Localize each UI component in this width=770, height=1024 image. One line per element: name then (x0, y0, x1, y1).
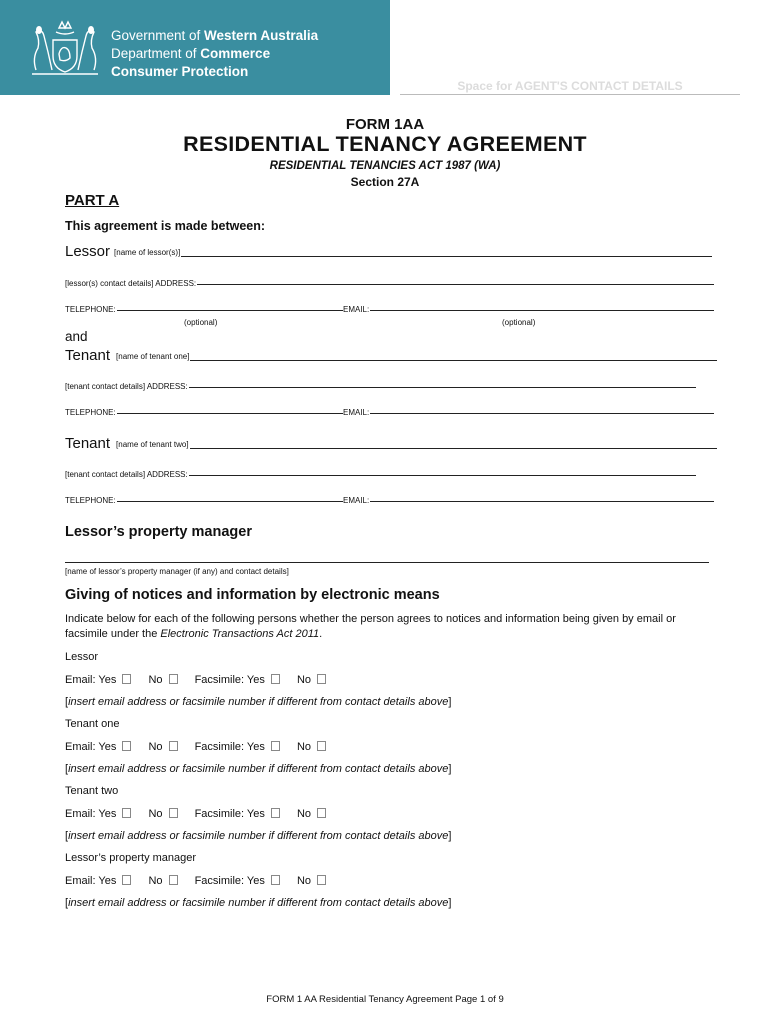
insert-note-property-manager: [insert email address or facsimile number if different from contact details above] (65, 897, 452, 909)
made-between-label: This agreement is made between: (65, 219, 266, 233)
person-label-lessor: Lessor (65, 651, 99, 663)
person-label-tenant-one: Tenant one (65, 718, 120, 730)
government-line: Government of Western Australia (111, 28, 319, 43)
lessor-name-line[interactable] (181, 256, 712, 257)
email-label: EMAIL: (343, 496, 370, 505)
tenant-two-name-line[interactable] (190, 448, 717, 449)
tenant-two-label: Tenant (65, 435, 111, 452)
email-line[interactable] (370, 310, 714, 311)
lessor-address-row[interactable] (65, 279, 714, 288)
fax-no-checkbox[interactable] (317, 875, 326, 885)
telephone-label: TELEPHONE: (65, 496, 116, 505)
email-yes-checkbox[interactable] (122, 741, 131, 751)
fax-no-checkbox[interactable] (317, 741, 326, 751)
tenant-one-address-row[interactable] (65, 382, 696, 391)
telephone-label: TELEPHONE: (65, 305, 116, 314)
page-title: RESIDENTIAL TENANCY AGREEMENT (183, 132, 587, 156)
email-no-checkbox[interactable] (169, 808, 178, 818)
lessor-phone-email-row (65, 305, 714, 314)
telephone-label: TELEPHONE: (65, 408, 116, 417)
person-label-property-manager: Lessor’s property manager (65, 852, 197, 864)
property-manager-hint: [name of lessor’s property manager (if any) and contact details] (65, 567, 289, 576)
lessor-address-label: [lessor(s) contact details] ADDRESS: (65, 279, 197, 288)
tenant-one-label: Tenant (65, 347, 111, 364)
telephone-line[interactable] (117, 501, 343, 502)
consent-row-property-manager: Email: Yes No Facsimile: Yes No (65, 874, 326, 890)
insert-note-tenant-two: [insert email address or facsimile number if different from contact details above] (65, 830, 452, 842)
tenant-two-name-row[interactable] (65, 435, 717, 452)
tenant-two-hint: [name of tenant two] (116, 440, 189, 449)
fax-yes-checkbox[interactable] (271, 741, 280, 751)
email-no-checkbox[interactable] (169, 875, 178, 885)
email-label: EMAIL: (343, 305, 370, 314)
email-optional: (optional) (502, 318, 536, 327)
telephone-optional: (optional) (184, 318, 218, 327)
lessor-address-line[interactable] (197, 284, 714, 285)
property-manager-heading: Lessor’s property manager (65, 524, 252, 540)
fax-yes-checkbox[interactable] (271, 674, 280, 684)
tenant-one-telephone[interactable] (65, 408, 343, 417)
tenant-one-email[interactable] (343, 408, 714, 417)
fax-no-checkbox[interactable] (317, 808, 326, 818)
telephone-line[interactable] (117, 310, 343, 311)
tenant-two-phone-email-row (65, 496, 714, 505)
electronic-intro-line-2: facsimile under the Electronic Transactions Act 2011. (65, 628, 323, 640)
tenant-one-hint: [name of tenant one] (116, 352, 190, 361)
email-yes-checkbox[interactable] (122, 808, 131, 818)
fax-yes-checkbox[interactable] (271, 808, 280, 818)
person-label-tenant-two: Tenant two (65, 785, 119, 797)
fax-yes-checkbox[interactable] (271, 875, 280, 885)
insert-note-tenant-one: [insert email address or facsimile number if different from contact details above] (65, 763, 452, 775)
email-label: EMAIL: (343, 408, 370, 417)
lessor-email[interactable] (343, 305, 714, 314)
email-yes-checkbox[interactable] (122, 875, 131, 885)
lessor-telephone[interactable] (65, 305, 343, 314)
email-no-checkbox[interactable] (169, 674, 178, 684)
property-manager-line[interactable] (65, 562, 709, 563)
tenant-two-email[interactable] (343, 496, 714, 505)
fax-no-checkbox[interactable] (317, 674, 326, 684)
lessor-label: Lessor (65, 243, 111, 260)
tenant-two-telephone[interactable] (65, 496, 343, 505)
tenant-two-address-line[interactable] (189, 475, 696, 476)
tenant-two-address-row[interactable] (65, 470, 696, 479)
page-footer: FORM 1 AA Residential Tenancy Agreement Page 1 of 9 (266, 994, 504, 1005)
tenant-one-phone-email-row (65, 408, 714, 417)
consent-row-lessor: Email: Yes No Facsimile: Yes No (65, 673, 326, 689)
consent-row-tenant-one: Email: Yes No Facsimile: Yes No (65, 740, 326, 756)
electronic-notices-heading: Giving of notices and information by electronic means (65, 587, 440, 603)
division-line: Consumer Protection (111, 64, 249, 79)
email-yes-checkbox[interactable] (122, 674, 131, 684)
email-line[interactable] (370, 501, 714, 502)
tenant-one-address-label: [tenant contact details] ADDRESS: (65, 382, 188, 391)
agent-contact-space: Space for AGENT'S CONTACT DETAILS (400, 79, 740, 95)
banner-text (111, 27, 318, 81)
act-reference: RESIDENTIAL TENANCIES ACT 1987 (WA) (269, 160, 501, 172)
tenant-one-name-line[interactable] (190, 360, 717, 361)
department-line: Department of Commerce (111, 46, 271, 61)
section-reference: Section 27A (350, 175, 420, 189)
tenant-one-name-row[interactable] (65, 347, 717, 364)
insert-note-lessor: [insert email address or facsimile number if different from contact details above] (65, 696, 452, 708)
telephone-line[interactable] (117, 413, 343, 414)
email-line[interactable] (370, 413, 714, 414)
email-no-checkbox[interactable] (169, 741, 178, 751)
form-number: FORM 1AA (345, 116, 425, 133)
and-label: and (65, 329, 88, 344)
header-banner (0, 0, 390, 95)
coat-of-arms-logo (26, 18, 104, 78)
tenant-two-address-label: [tenant contact details] ADDRESS: (65, 470, 188, 479)
electronic-intro-line-1: Indicate below for each of the following persons whether the person agrees to notices and information being given by email or (65, 613, 676, 625)
lessor-hint: [name of lessor(s)] (114, 248, 181, 257)
tenant-one-address-line[interactable] (189, 387, 696, 388)
lessor-name-row[interactable] (65, 243, 712, 260)
consent-row-tenant-two: Email: Yes No Facsimile: Yes No (65, 807, 326, 823)
part-a-heading: PART A (65, 192, 120, 209)
